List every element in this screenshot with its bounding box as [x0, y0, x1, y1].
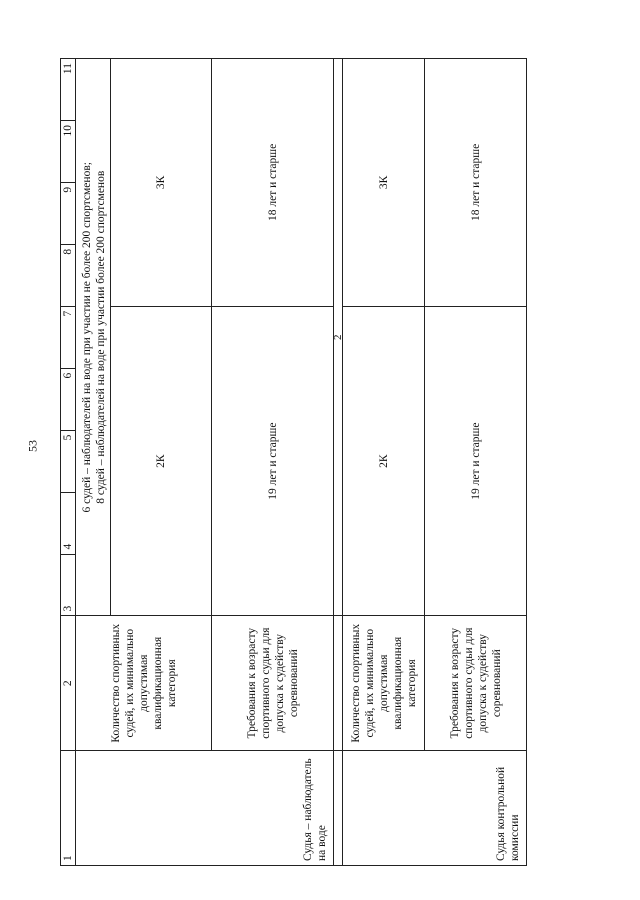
- header-cell-7: 7: [61, 306, 76, 368]
- header-cell-1: 1: [61, 750, 76, 865]
- value-a: 19 лет и старше: [425, 306, 527, 616]
- referee-requirements-table: [60, 58, 527, 866]
- header-cell-5: 5: [61, 430, 76, 492]
- header-cell-4: 4: [61, 492, 76, 554]
- row-label: Требования к возрасту спортивного судьи для допуска к судейству соревнований: [212, 616, 334, 750]
- table-row: [212, 59, 334, 866]
- note-line-1: 6 судей – наблюдателей на воде при участии не более 200 спортсменов;: [81, 162, 93, 513]
- rotated-table-container: [60, 58, 521, 866]
- header-row: [61, 59, 76, 866]
- value-a: 2К: [111, 306, 211, 616]
- row-label: Требования к возрасту спортивного судьи для допуска к судейству соревнований: [425, 616, 527, 750]
- note-line-2: 8 судей – наблюдателей на воде при участии более 200 спортсменов: [95, 170, 107, 504]
- header-cell-11: 11: [61, 59, 76, 121]
- note-block: [76, 59, 110, 615]
- row-label: Количество спортивных судей, их минимально допустимая квалификационная категория: [343, 616, 425, 750]
- table-row: [425, 59, 527, 866]
- header-cell-8: 8: [61, 244, 76, 306]
- wide-cell: [76, 59, 212, 616]
- separator-row: [334, 59, 343, 866]
- row-label: Количество спортивных судей, их минимально допустимая квалификационная категория: [76, 616, 212, 750]
- value-b: 3К: [343, 59, 425, 307]
- value-b: 3К: [155, 175, 167, 190]
- header-cell-3: 3: [61, 554, 76, 616]
- header-cell-2: 2: [61, 616, 76, 750]
- separator-value: 2: [334, 59, 343, 616]
- value-a: 2К: [343, 306, 425, 616]
- header-cell-9: 9: [61, 182, 76, 244]
- header-cell-10: 10: [61, 120, 76, 182]
- value-b: 18 лет и старше: [425, 59, 527, 307]
- table-row: [343, 59, 425, 866]
- value-b: 18 лет и старше: [212, 59, 334, 307]
- value-a: 19 лет и старше: [212, 306, 334, 616]
- table-row: [76, 59, 212, 866]
- page-number: 53: [25, 440, 40, 452]
- role-cell: Судья – наблюдатель на воде: [76, 750, 334, 865]
- header-cell-6: 6: [61, 368, 76, 430]
- role-cell: Судья контрольной комиссии: [343, 750, 527, 865]
